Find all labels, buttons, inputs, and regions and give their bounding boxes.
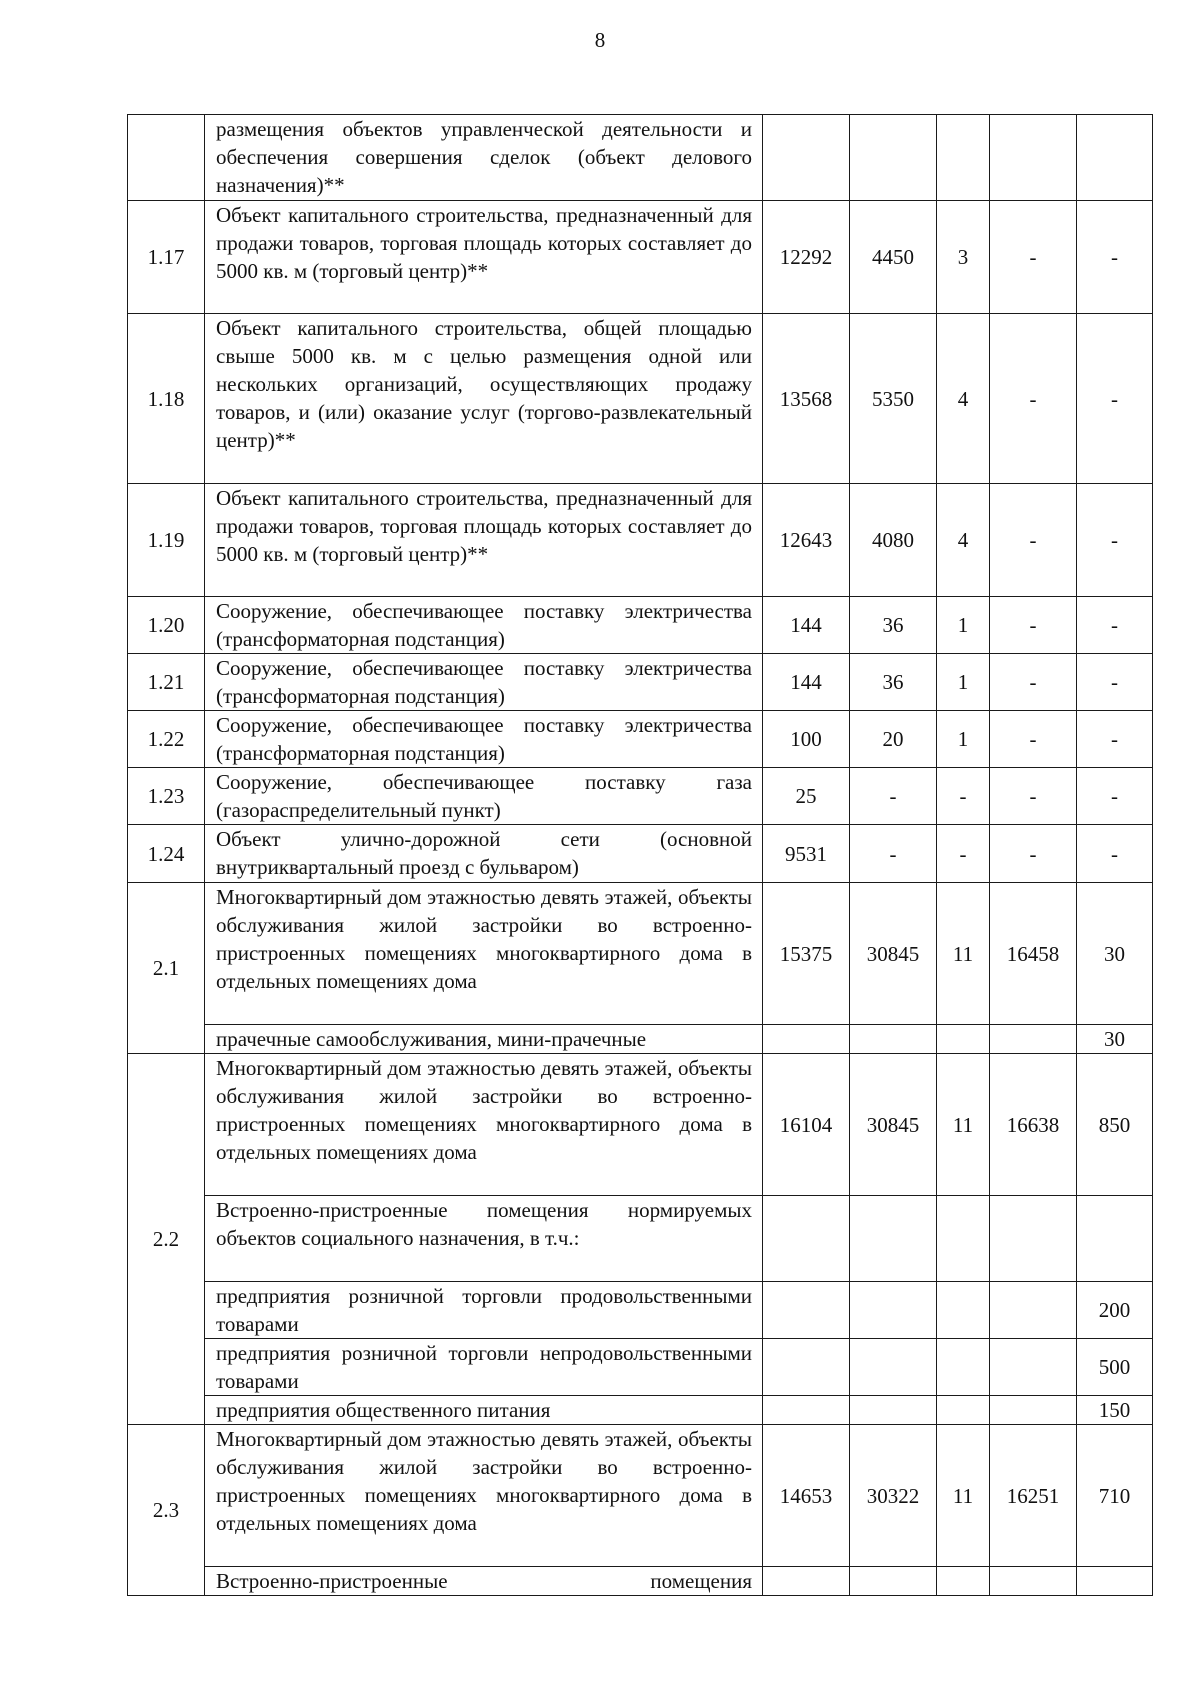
value-cell-2 <box>850 1025 937 1054</box>
table-row <box>128 115 1153 201</box>
object-name-cell: предприятия розничной торговли продовольственными товарами <box>205 1282 763 1339</box>
value-cell-5: - <box>1077 654 1153 711</box>
object-name-cell: предприятия общественного питания <box>205 1396 763 1425</box>
value-cell-3 <box>937 1282 990 1339</box>
value-cell-4: - <box>990 314 1077 484</box>
value-cell-1 <box>763 1396 850 1425</box>
object-name-cell: Встроенно-пристроенные помещения нормируемых объектов социального назначения, в т.ч.: <box>205 1196 763 1282</box>
object-name-cell: Встроенно-пристроенные помещения <box>205 1567 763 1596</box>
object-name-cell: прачечные самообслуживания, мини-прачечные <box>205 1025 763 1054</box>
value-cell-5: 850 <box>1077 1054 1153 1196</box>
value-cell-2 <box>850 1396 937 1425</box>
value-cell-5: 200 <box>1077 1282 1153 1339</box>
objects-table <box>127 114 1153 1596</box>
table-row <box>128 201 1153 314</box>
value-cell-2: 5350 <box>850 314 937 484</box>
value-cell-5 <box>1077 1567 1153 1596</box>
value-cell-4: - <box>990 825 1077 883</box>
object-name-cell: Многоквартирный дом этажностью девять этажей, объекты обслуживания жилой застройки во встроенно-пристроенных помещениях многоквартирного дома в отдельных помещениях дома <box>205 883 763 1025</box>
object-name-cell: Объект капитального строительства, предназначенный для продажи товаров, торговая площадь которых составляет до 5000 кв. м (торговый центр)** <box>205 201 763 314</box>
value-cell-1: 144 <box>763 654 850 711</box>
value-cell-5: - <box>1077 314 1153 484</box>
row-number-cell: 1.19 <box>128 484 205 597</box>
value-cell-3 <box>937 115 990 201</box>
value-cell-3: 4 <box>937 484 990 597</box>
value-cell-4 <box>990 1196 1077 1282</box>
row-number-cell <box>128 115 205 201</box>
table-row <box>128 825 1153 883</box>
object-name-cell: Сооружение, обеспечивающее поставку электричества (трансформаторная подстанция) <box>205 597 763 654</box>
value-cell-1 <box>763 1282 850 1339</box>
value-cell-4: - <box>990 597 1077 654</box>
object-name-cell: Сооружение, обеспечивающее поставку газа (газораспределительный пункт) <box>205 768 763 825</box>
table-row <box>128 768 1153 825</box>
row-number-cell: 2.3 <box>128 1425 205 1596</box>
value-cell-4 <box>990 115 1077 201</box>
value-cell-1: 100 <box>763 711 850 768</box>
value-cell-3 <box>937 1339 990 1396</box>
value-cell-1: 25 <box>763 768 850 825</box>
table-row <box>128 1339 1153 1396</box>
row-number-cell: 2.2 <box>128 1054 205 1425</box>
value-cell-5 <box>1077 1196 1153 1282</box>
value-cell-4: 16638 <box>990 1054 1077 1196</box>
value-cell-1: 14653 <box>763 1425 850 1567</box>
value-cell-3 <box>937 1396 990 1425</box>
table-row <box>128 1025 1153 1054</box>
table-row <box>128 1196 1153 1282</box>
row-number-cell: 2.1 <box>128 883 205 1054</box>
value-cell-2 <box>850 1339 937 1396</box>
table-row <box>128 1396 1153 1425</box>
value-cell-3: 4 <box>937 314 990 484</box>
value-cell-2: 20 <box>850 711 937 768</box>
table-body <box>128 115 1153 1596</box>
value-cell-2: 36 <box>850 654 937 711</box>
row-number-cell: 1.18 <box>128 314 205 484</box>
table-row <box>128 1282 1153 1339</box>
table-row <box>128 484 1153 597</box>
value-cell-2: - <box>850 825 937 883</box>
table-row <box>128 314 1153 484</box>
value-cell-3 <box>937 1025 990 1054</box>
value-cell-1: 9531 <box>763 825 850 883</box>
value-cell-3: 11 <box>937 1054 990 1196</box>
value-cell-5 <box>1077 115 1153 201</box>
object-name-cell: Объект капитального строительства, общей площадью свыше 5000 кв. м с целью размещения одной или нескольких организаций, осуществляющих продажу товаров, и (или) оказание услуг (торгово-развлекательный центр)** <box>205 314 763 484</box>
value-cell-2: 4450 <box>850 201 937 314</box>
value-cell-5: 500 <box>1077 1339 1153 1396</box>
value-cell-3 <box>937 1196 990 1282</box>
row-number-cell: 1.24 <box>128 825 205 883</box>
value-cell-5: 710 <box>1077 1425 1153 1567</box>
value-cell-4: - <box>990 201 1077 314</box>
value-cell-1: 12643 <box>763 484 850 597</box>
value-cell-1: 15375 <box>763 883 850 1025</box>
value-cell-5: 150 <box>1077 1396 1153 1425</box>
row-number-cell: 1.17 <box>128 201 205 314</box>
value-cell-1: 144 <box>763 597 850 654</box>
value-cell-3: 1 <box>937 654 990 711</box>
value-cell-1: 12292 <box>763 201 850 314</box>
value-cell-2 <box>850 1282 937 1339</box>
value-cell-2 <box>850 1567 937 1596</box>
value-cell-3: - <box>937 825 990 883</box>
value-cell-4: - <box>990 484 1077 597</box>
value-cell-4: - <box>990 711 1077 768</box>
value-cell-4: - <box>990 768 1077 825</box>
table-row <box>128 597 1153 654</box>
value-cell-2: 30845 <box>850 1054 937 1196</box>
value-cell-5: - <box>1077 825 1153 883</box>
value-cell-2 <box>850 115 937 201</box>
object-name-cell: Объект улично-дорожной сети (основной внутриквартальный проезд с бульваром) <box>205 825 763 883</box>
object-name-cell: Многоквартирный дом этажностью девять этажей, объекты обслуживания жилой застройки во встроенно-пристроенных помещениях многоквартирного дома в отдельных помещениях дома <box>205 1425 763 1567</box>
object-name-cell: Объект капитального строительства, предназначенный для продажи товаров, торговая площадь которых составляет до 5000 кв. м (торговый центр)** <box>205 484 763 597</box>
value-cell-3: 11 <box>937 1425 990 1567</box>
object-name-cell: Сооружение, обеспечивающее поставку электричества (трансформаторная подстанция) <box>205 711 763 768</box>
value-cell-3: 1 <box>937 711 990 768</box>
value-cell-4 <box>990 1339 1077 1396</box>
value-cell-5: 30 <box>1077 1025 1153 1054</box>
table-row <box>128 711 1153 768</box>
value-cell-3: - <box>937 768 990 825</box>
object-name-cell: Сооружение, обеспечивающее поставку электричества (трансформаторная подстанция) <box>205 654 763 711</box>
object-name-cell: предприятия розничной торговли непродовольственными товарами <box>205 1339 763 1396</box>
value-cell-5: - <box>1077 711 1153 768</box>
page-number: 8 <box>594 28 606 52</box>
row-number-cell: 1.21 <box>128 654 205 711</box>
value-cell-4: 16251 <box>990 1425 1077 1567</box>
value-cell-2: 4080 <box>850 484 937 597</box>
table-row <box>128 883 1153 1025</box>
value-cell-1 <box>763 115 850 201</box>
value-cell-4 <box>990 1282 1077 1339</box>
table-row <box>128 1054 1153 1196</box>
value-cell-2: - <box>850 768 937 825</box>
value-cell-5: - <box>1077 201 1153 314</box>
table-row <box>128 1425 1153 1567</box>
value-cell-5: - <box>1077 597 1153 654</box>
value-cell-1: 13568 <box>763 314 850 484</box>
value-cell-2: 36 <box>850 597 937 654</box>
value-cell-5: - <box>1077 484 1153 597</box>
value-cell-5: 30 <box>1077 883 1153 1025</box>
value-cell-4 <box>990 1567 1077 1596</box>
value-cell-4: 16458 <box>990 883 1077 1025</box>
value-cell-2: 30322 <box>850 1425 937 1567</box>
table-row <box>128 654 1153 711</box>
value-cell-2 <box>850 1196 937 1282</box>
object-name-cell: Многоквартирный дом этажностью девять этажей, объекты обслуживания жилой застройки во встроенно-пристроенных помещениях многоквартирного дома в отдельных помещениях дома <box>205 1054 763 1196</box>
value-cell-1: 16104 <box>763 1054 850 1196</box>
value-cell-1 <box>763 1196 850 1282</box>
value-cell-3: 11 <box>937 883 990 1025</box>
value-cell-4 <box>990 1396 1077 1425</box>
table-row <box>128 1567 1153 1596</box>
value-cell-3: 1 <box>937 597 990 654</box>
value-cell-1 <box>763 1025 850 1054</box>
row-number-cell: 1.22 <box>128 711 205 768</box>
value-cell-1 <box>763 1567 850 1596</box>
row-number-cell: 1.23 <box>128 768 205 825</box>
value-cell-3: 3 <box>937 201 990 314</box>
value-cell-3 <box>937 1567 990 1596</box>
value-cell-4: - <box>990 654 1077 711</box>
value-cell-1 <box>763 1339 850 1396</box>
value-cell-4 <box>990 1025 1077 1054</box>
object-name-cell: размещения объектов управленческой деятельности и обеспечения совершения сделок (объект делового назначения)** <box>205 115 763 201</box>
value-cell-2: 30845 <box>850 883 937 1025</box>
value-cell-5: - <box>1077 768 1153 825</box>
row-number-cell: 1.20 <box>128 597 205 654</box>
